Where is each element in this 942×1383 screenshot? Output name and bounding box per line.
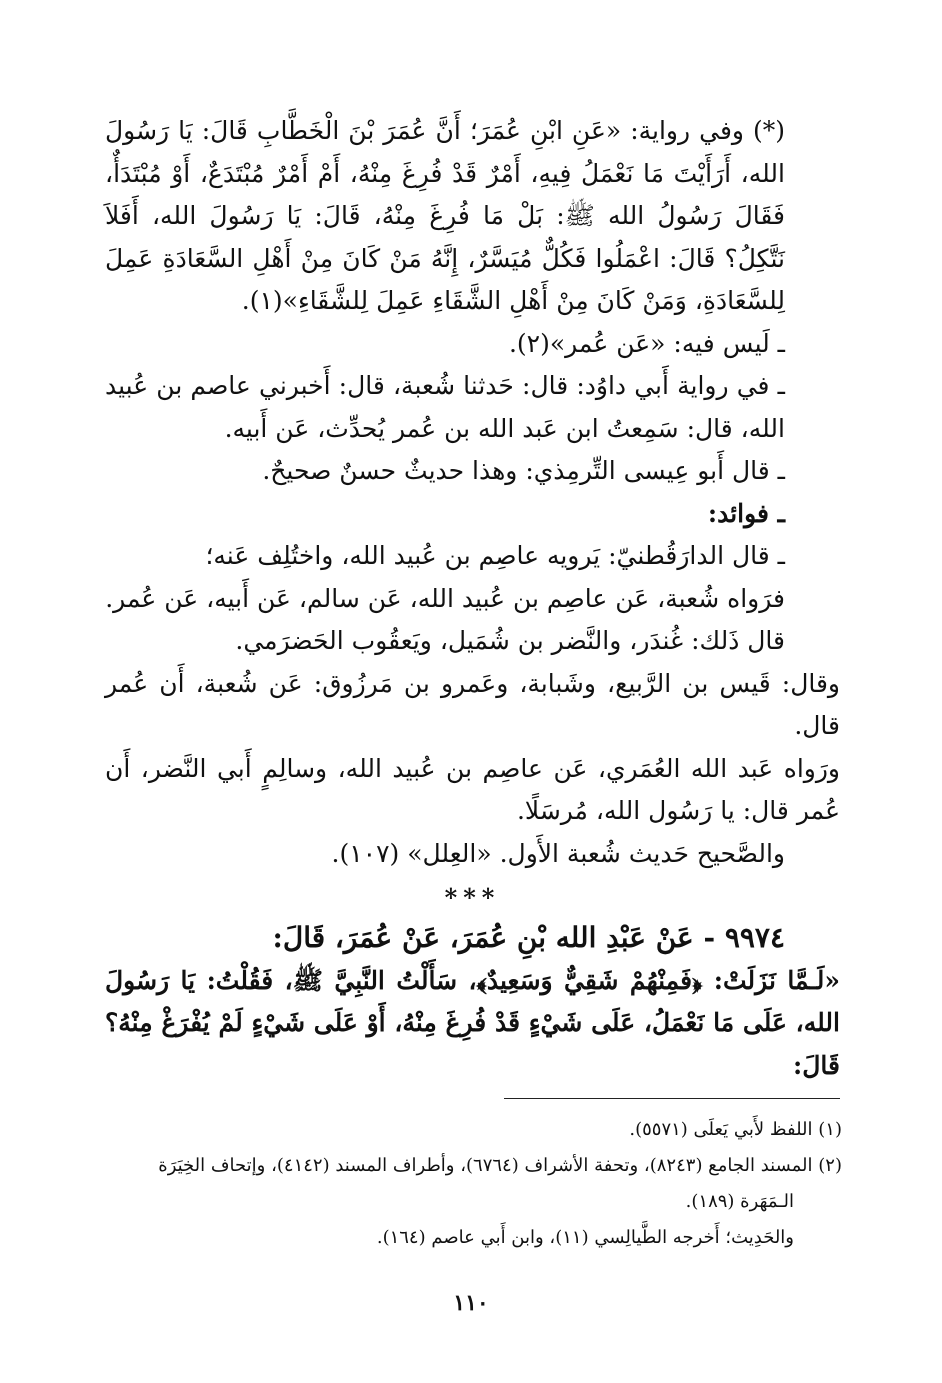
umari-paragraph: ورَواه عَبد الله العُمَري، عَن عاصِم بن عُبيد الله، وسالِمٍ أَبي النَّضر، أَن عُمر قال: يا رَسُول الله، مُرسَلًا.	[105, 753, 840, 825]
narration-paragraph: (*) وفي رواية: «عَنِ ابْنِ عُمَرَ؛ أَنَّ عُمَرَ بْنَ الْخَطَّابِ قَالَ: يَا رَسُولَ الله، أَرَأَيْتَ مَا نَعْمَلُ فِيهِ، أَمْرٌ قَدْ فُرِغَ مِنْهُ، أَمْ أَمْرٌ مُبْتَدَعٌ، أَوْ مُبْتَدَأٌ، فَقَالَ رَسُولُ الله ﷺ: بَلْ مَا فُرِغَ مِنْهُ، قَالَ: يَا رَسُولَ الله، أَفَلاَ نَتَّكِلُ؟ قَالَ: اعْمَلُوا فَكُلٌّ مُيَسَّرٌ، إِنَّهُ مَنْ كَانَ مِنْ أَهْلِ السَّعَادَةِ عَمِلَ لِلسَّعَادَةِ، وَمَنْ كَانَ مِنْ أَهْلِ الشَّقَاءِ عَمِلَ لِلشَّقَاءِ»(١).	[105, 116, 785, 315]
sahih-conclusion: والصَّحيح حَديث شُعبة الأَول. «العِلل» (١٠٧).	[331, 838, 785, 868]
hadith-header: ٩٩٧٤ - عَنْ عَبْدِ الله بْنِ عُمَرَ، عَنْ عُمَرَ، قَالَ:	[272, 921, 785, 954]
qays-paragraph: وقال: قَيس بن الرَّبيع، وشَبابة، وعَمرو بن مَرزُوق: عَن شُعبة، أَن عُمر قال.	[105, 668, 840, 740]
page-number: ١١٠	[453, 1290, 489, 1316]
narrators-paragraph: قال ذَلك: غُندَر، والنَّضر بن شُمَيل، ويَعقُوب الحَضرَمي.	[235, 626, 785, 655]
footnote-2: (٢) المسند الجامع (٨٢٤٣)، وتحفة الأشراف (٦٧٦٤)، وأطراف المسند (٤١٤٢)، وإتحاف الخِيَرَة	[158, 1155, 842, 1176]
footnotes	[105, 1112, 842, 1256]
daraqutni-paragraph: ـ قال الدارَقُطنيّ: يَرويه عاصِم بن عُبيد الله، واختُلِف عَنه؛	[205, 541, 785, 570]
abu-dawud-paragraph: ـ في رواية أَبي داوُد: قال: حَدثنا شُعبة، قال: أَخبرني عاصم بن عُبيد الله، قال: سَمِعتُ ابن عَبد الله بن عُمر يُحدِّث، عَن أَبيه.	[105, 371, 785, 443]
tirmidhi-grading: ـ قال أَبو عِيسى التِّرمِذي: وهذا حديثٌ حسنٌ صحيحٌ.	[262, 456, 785, 485]
footnote-hadith-sources: والحَدِيث؛ أَخرجه الطَّيالِسي (١١)، وابن أَبي عاصم (١٦٤).	[376, 1227, 794, 1248]
benefits-heading: ـ فوائد:	[707, 498, 785, 528]
footnote-1: (١) اللفظ لأَبي يَعلَى (٥٥٧١).	[629, 1119, 842, 1140]
main-text	[105, 110, 840, 1087]
footnote-divider	[504, 1098, 840, 1099]
hadith-text: «لَـمَّا نَزَلَتْ: ﴿فَمِنْهُمْ شَقِيٌّ وَسَعِيدٌ﴾، سَأَلْتُ النَّبِيَّ ﷺ، فَقُلْتُ: يَا رَسُولَ الله، عَلَى مَا نَعْمَلُ، عَلَى شَيْءٍ قَدْ فُرِغَ مِنْهُ، أَوْ عَلَى شَيْءٍ لَمْ يُفْرَغْ مِنْهُ؟ قَالَ:	[105, 965, 840, 1080]
footnote-2-continued: الـمَهَرة (١٨٩).	[685, 1191, 794, 1212]
shuba-chain-paragraph: فرَواه شُعبة، عَن عاصِم بن عُبيد الله، عَن سالم، عَن أَبيه، عَن عُمر.	[105, 583, 785, 613]
note-not-from-umar: ـ لَيس فيه: «عَن عُمر»(٢).	[508, 328, 785, 358]
section-separator: ***	[444, 883, 501, 912]
